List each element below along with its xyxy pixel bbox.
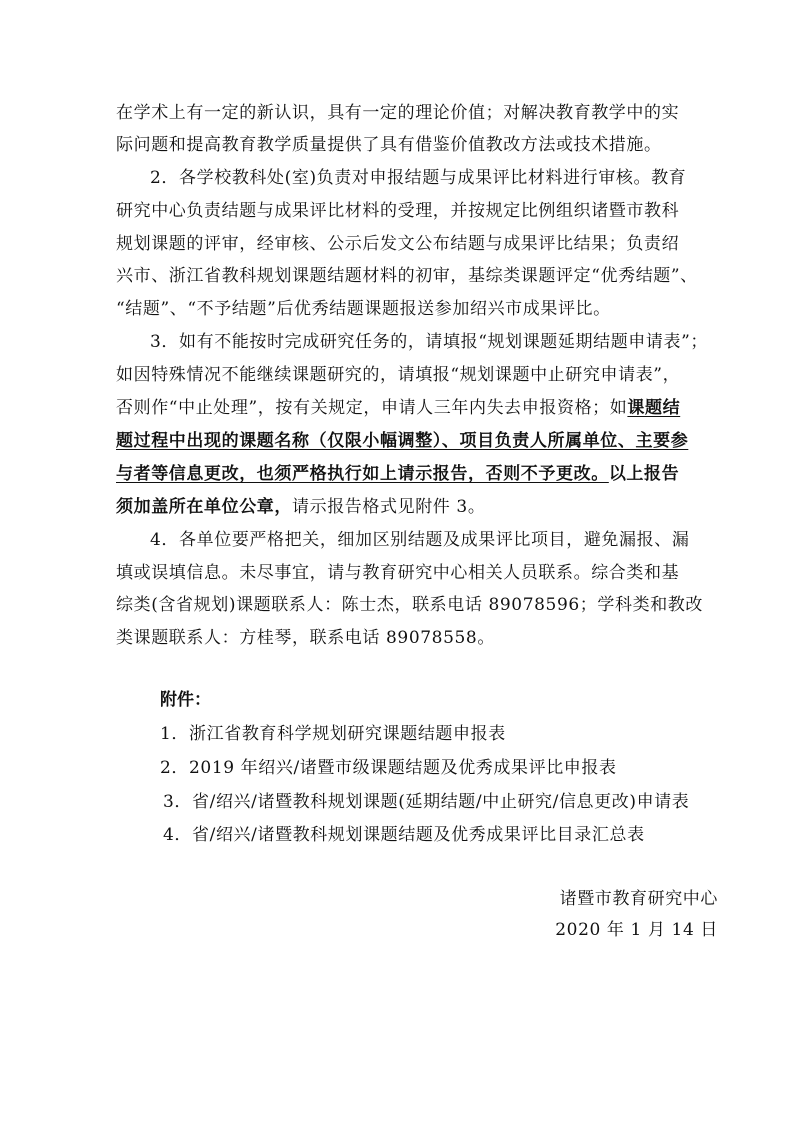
paragraph-3-line-4-emphasis: 题过程中出现的课题名称（仅限小幅调整）、项目负责人所属单位、主要参 — [116, 431, 689, 451]
paragraph-1-line-2: 际问题和提高教育教学质量提供了具有借鉴价值教改方法或技术措施。 — [116, 135, 662, 155]
paragraph-3-emphasis-end: 与者等信息更改，也须严格执行如上请示报告，否则不予更改。 — [116, 464, 609, 484]
paragraph-2-line-5: “结题”、“不予结题”后优秀结题课题报送参加绍兴市成果评比。 — [116, 299, 611, 319]
paragraph-2-line-3: 规划课题的评审，经审核、公示后发文公布结题与成果评比结果；负责绍 — [116, 234, 680, 254]
paragraph-4-line-4: 类课题联系人：方桂琴，联系电话 89078558。 — [116, 628, 495, 648]
paragraph-1-line-1: 在学术上有一定的新认识，具有一定的理论价值；对解决教育教学中的实 — [116, 103, 680, 123]
paragraph-3-emphasis-start: 课题结 — [627, 398, 681, 418]
paragraph-2-line-4: 兴市、浙江省教科规划课题结题材料的初审，基综类课题评定“优秀结题”、 — [116, 266, 698, 286]
paragraph-4-line-1: 4．各单位要严格把关，细加区别结题及成果评比项目，避免漏报、漏 — [150, 530, 690, 550]
signature-date: 2020 年 1 月 14 日 — [555, 920, 718, 940]
attachments-heading: 附件： — [160, 690, 211, 710]
paragraph-3-line-1: 3．如有不能按时完成研究任务的，请填报“规划课题延期结题申请表”； — [150, 332, 708, 352]
paragraph-3-line-3-text: 否则作“中止处理”，按有关规定，申请人三年内失去申报资格；如 — [116, 398, 628, 418]
paragraph-3-seal-note-end: 须加盖所在单位公章， — [116, 497, 292, 517]
paragraph-2-line-2: 研究中心负责结题与成果评比材料的受理，并按规定比例组织诸暨市教科 — [116, 201, 680, 221]
paragraph-3-seal-note-start: 以上报告 — [608, 464, 680, 484]
attachment-item-4: 4．省/绍兴/诸暨教科规划课题结题及优秀成果评比目录汇总表 — [163, 825, 645, 845]
paragraph-4-line-3: 综类(含省规划)课题联系人：陈士杰，联系电话 89078596；学科类和教改 — [116, 595, 703, 615]
paragraph-3-line-6 — [116, 495, 716, 519]
paragraph-2-line-1: 2．各学校教科处(室)负责对申报结题与成果评比材料进行审核。教育 — [150, 168, 687, 188]
attachment-item-1: 1．浙江省教育科学规划研究课题结题申报表 — [160, 724, 506, 744]
paragraph-4-line-2: 填或误填信息。未尽事宜，请与教育研究中心相关人员联系。综合类和基 — [116, 563, 680, 583]
paragraph-3-format-note: 请示报告格式见附件 3。 — [292, 497, 486, 517]
signature-organization: 诸暨市教育研究中心 — [559, 889, 718, 909]
paragraph-3-line-5 — [116, 462, 716, 486]
paragraph-3-line-2: 如因特殊情况不能继续课题研究的，请填报“规划课题中止研究申请表”， — [116, 365, 681, 385]
paragraph-3-line-3 — [116, 396, 716, 420]
attachment-item-3: 3．省/绍兴/诸暨教科规划课题(延期结题/中止研究/信息更改)申请表 — [163, 792, 690, 812]
attachment-item-2: 2．2019 年绍兴/诸暨市级课题结题及优秀成果评比申报表 — [160, 758, 617, 778]
